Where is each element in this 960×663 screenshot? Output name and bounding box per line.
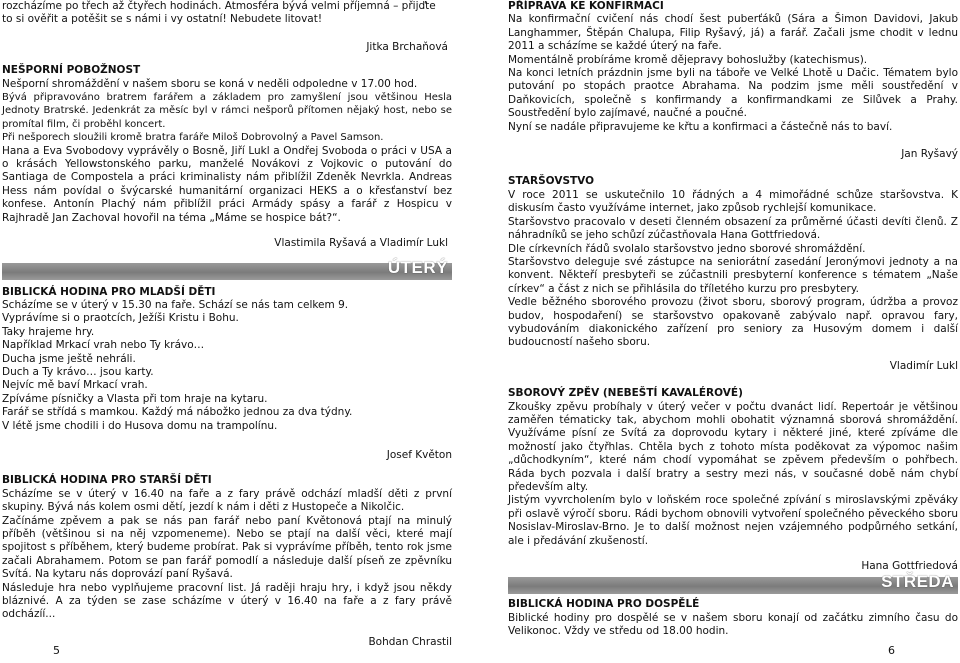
left-column bbox=[2, 0, 452, 649]
bh-starsi-p2: Začínáme zpěvem a pak se nás pan farář nebo paní Květonová ptají na minulý příběh (většinou si na něj vzpomeneme). Nebo se ptají na další věci, které mají spojitost s příběhem, který budeme probírat. Pak si vyprávíme příběh, tento rok jsme začali Abrahamem. Potom se pan farář pomodlí a následuje další píseň ze zpěvníku Svítá. Na kytaru nás doprovází paní Ryšavá. bbox=[2, 514, 452, 581]
zpev-author: Hana Gottfriedová bbox=[861, 560, 958, 573]
bh-mladsi-line: Duch a Ty krávo… jsou karty. bbox=[2, 365, 154, 378]
nesporni-p3: Při nešporech sloužili kromě bratra faráře Miloš Dobrovolný a Pavel Samson. bbox=[2, 132, 384, 144]
intro-author: Jitka Brchaňová bbox=[366, 40, 448, 53]
konfirmaci-author: Jan Ryšavý bbox=[901, 148, 958, 161]
bh-mladsi-line: V létě jsme chodili i do Husova domu na trampolínu. bbox=[2, 419, 278, 432]
day-bar-label: ÚTERÝ bbox=[387, 257, 448, 277]
day-bar-label: STŘEDA bbox=[881, 572, 954, 592]
starsovstvo-title: STARŠOVSTVO bbox=[508, 175, 595, 188]
konfirmaci-p1: Na konfirmační cvičení nás chodí šest puberťáků (Sára a Šimon Davidovi, Jakub Langhammer, Štěpán Chalupa, Filip Ryšavý, já) a farář. Začali jsme chodit v lednu 2011 a scházíme se každé úterý na faře. bbox=[508, 13, 958, 53]
bh-mladsi-line: Taky hrajeme hry. bbox=[2, 325, 95, 338]
nesporni-p4: Hana a Eva Svobodovy vyprávěly o Bosně, Jiří Lukl a Ondřej Svoboda o práci v USA a o krásách Yellowstonského parku, manželé Novákovi z Vojkovic o putování do Santiaga de Compostela a práci kriminalisty nám přiblížil Zdeněk Nevrkla. Andreas Hess nám povídal o švýcarské humanitární organizaci HEKS a o křesťanství bez konfese. Antonín Plachý nám přiblížil práci Armády spásy a farář z Hospicu v Rajhradě Jan Zachoval hovořil na téma „Máme se hospice bát?“. bbox=[2, 144, 452, 224]
day-bar-utery bbox=[2, 257, 452, 280]
bh-mladsi-line: Zpíváme písničky a Vlasta při tom hraje na kytaru. bbox=[2, 392, 268, 405]
bh-mladsi-line: Například Mrkací vrah nebo Ty krávo… bbox=[2, 339, 205, 352]
starsovstvo-p3: Dle církevních řádů svolalo staršovstvo jedno sborové shromáždění. bbox=[508, 242, 866, 255]
konfirmaci-p3: Na konci letních prázdnin jsme byli na táboře ve Velké Lhotě u Dačic. Tématem bylo putování po stopách praotce Abrahama. Na podzim jsme měli soustředění v Daňkovicích, společně s konfirmandy a konfirmandkami ze Silůvek a Prahy. Soustředění bylo zajímavé, naučné a poučné. bbox=[508, 67, 958, 120]
bh-mladsi-line: Nejvíc mě baví Mrkací vrah. bbox=[2, 379, 148, 392]
nesporni-p1: Nešporní shromáždění v našem sboru se koná v neděli odpoledne v 17.00 hod. bbox=[2, 77, 418, 90]
bh-dospele-title: BIBLICKÁ HODINA PRO DOSPĚLÉ bbox=[508, 598, 700, 611]
bh-mladsi-line: Ducha jsme ještě nehráli. bbox=[2, 352, 136, 365]
nesporni-author: Vlastimila Ryšavá a Vladimír Lukl bbox=[274, 237, 448, 250]
bh-mladsi-line: Farář se střídá s mamkou. Každý má nábožko jednou za dva týdny. bbox=[2, 406, 353, 419]
bh-mladsi-line: Vyprávíme si o praotcích, Ježíši Kristu i Bohu. bbox=[2, 312, 239, 325]
starsovstvo-p2: Staršovstvo pracovalo v deseti členném obsazení za průměrné účasti devíti členů. Z náhradníků se jeho schůzí zúčastňovala Hana Gottfriedová. bbox=[508, 215, 958, 242]
konfirmaci-p4: Nyní se nadále připravujeme ke křtu a konfirmaci a částečně nás to baví. bbox=[508, 120, 893, 133]
day-bar-streda bbox=[508, 572, 958, 594]
konfirmaci-title: PŘÍPRAVA KE KONFIRMACI bbox=[508, 0, 664, 12]
zpev-title: SBOROVÝ ZPĚV (NEBEŠTÍ KAVALÉROVÉ) bbox=[508, 387, 743, 400]
bh-mladsi-title: BIBLICKÁ HODINA PRO MLADŠÍ DĚTI bbox=[2, 285, 216, 298]
zpev-p2: Jistým vyvrcholením bylo v loňském roce společné zpívání s miroslavskými zpěváky při oslavě výročí sboru. Rádi bychom obnovili vytvoření společného pěveckého sboru Nosislav-Miroslav-Brno. Je to další možnost nejen vzájemného podpůrného setkání, ale i předávání zkušeností. bbox=[508, 494, 958, 547]
zpev-p1: Zkoušky zpěvu probíhaly v úterý večer v počtu dvanáct lidí. Repertoár je většinou zaměřen tématicky tak, abychom mohli obohatit významná sborová shromáždění. Využíváme písní ze Svítá za doprovodu kytary i některé jiné, které zpíváme dle možností jako čtyřhlas. Chtěla bych z tohoto místa poděkovat za výpomoc našim „důchodkyním“, které nám chodí vypomáhat se zpěvem především o pohřbech. Ráda bych pozvala i další bratry a sestry mezi nás, v současné době nám chybí především alty. bbox=[508, 400, 958, 493]
page-number-left: 5 bbox=[53, 644, 60, 657]
page-number-right: 6 bbox=[888, 644, 895, 657]
starsovstvo-p1: V roce 2011 se uskutečnilo 10 řádných a 4 mimořádné schůze staršovstva. K diskusím často využíváme internet, jako způsob rychlejší komunikace. bbox=[508, 188, 958, 215]
intro-line: to si ověřit a potěšit se s námi i vy ostatní! Nebudete litovat! bbox=[2, 13, 323, 26]
bh-starsi-author: Bohdan Chrastil bbox=[368, 635, 452, 648]
bh-dospele-p1: Biblické hodiny pro dospělé se v našem sboru konají od začátku zimního času do Velikonoc. Vždy ve středu od 18.00 hodin. bbox=[508, 611, 958, 638]
konfirmaci-p2: Momentálně probíráme kromě dějepravy bohoslužby (katechismus). bbox=[508, 53, 868, 66]
starsovstvo-p5: Vedle běžného sborového provozu (život sboru, sborový program, údržba a provoz budov, hospodaření) se staršovstvo opakovaně zabývalo např. opravou fary, vybudováním diakonického zařízení pro seniory za Husovým domem i další budoucností našeho sboru. bbox=[508, 296, 958, 349]
starsovstvo-p4: Staršovstvo deleguje své zástupce na seniorátní zasedání Jeronýmovi jednoty a na konvent. Někteří presbyteři se zúčastnili presbyterní konference s tématem „Naše církev“ a část z nich se přihlásila do tříletého kurzu pro presbytery. bbox=[508, 255, 958, 295]
bh-mladsi-author: Josef Květon bbox=[386, 448, 452, 461]
nesporni-title: NEŠPORNÍ POBOŽNOST bbox=[2, 64, 141, 77]
bh-starsi-p3: Následuje hra nebo vyplňujeme pracovní list. Já raději hraju hry, i když jsou někdy bláznivé. A za týden se zase scházíme v úterý v 16.40 na faře a z fary právě odcházíí... bbox=[2, 581, 452, 621]
nesporni-p2: Bývá připravováno bratrem farářem a základem pro zamyšlení jsou většinou Hesla Jednoty Bratrské. Jedenkrát za měsíc byl v rámci nešporů přítomen nějaký host, nebo se promítal film, či proběhl koncert. bbox=[2, 92, 452, 130]
bh-starsi-p1: Scházíme se v úterý v 16.40 na faře a z fary právě odchází mladší děti z první skupiny. Bývá nás kolem osmi dětí, jezdí k nám i děti z Hustopeče a Nikolčic. bbox=[2, 487, 452, 514]
right-column bbox=[508, 0, 958, 639]
intro-line: rozcházíme po třech až čtyřech hodinách. Atmosféra bývá velmi příjemná – přijďte bbox=[2, 0, 436, 12]
bh-starsi-title: BIBLICKÁ HODINA PRO STARŠÍ DĚTI bbox=[2, 474, 212, 487]
bh-mladsi-line: Scházíme se v úterý v 15.30 na faře. Schází se nás tam celkem 9. bbox=[2, 298, 349, 311]
starsovstvo-author: Vladimír Lukl bbox=[889, 359, 958, 372]
